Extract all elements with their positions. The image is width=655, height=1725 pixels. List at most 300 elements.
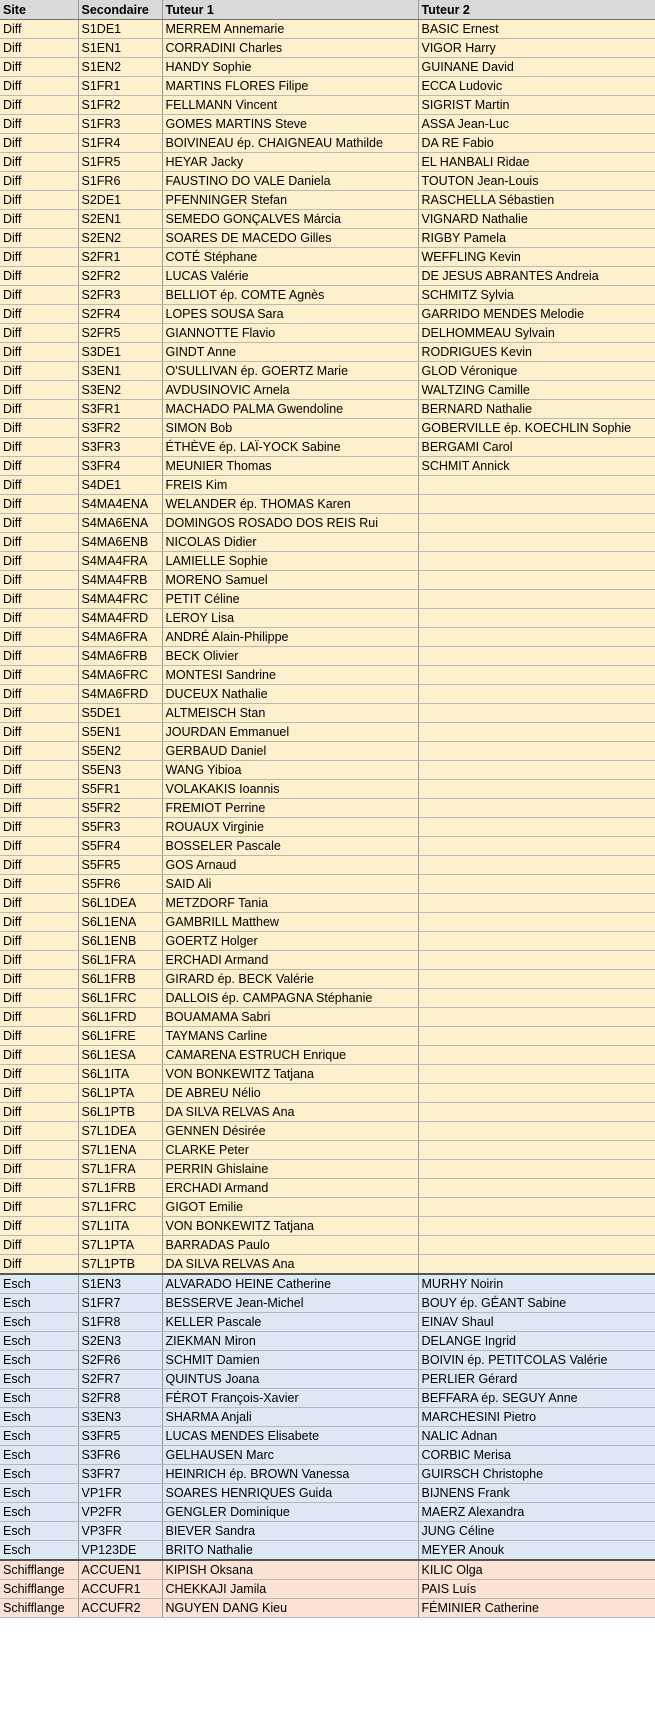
site-cell: Diff (0, 495, 78, 514)
secondaire-cell: S1FR2 (78, 96, 162, 115)
secondaire-cell: S4MA4FRC (78, 590, 162, 609)
tuteur-1-cell: PFENNINGER Stefan (162, 191, 418, 210)
secondaire-cell: S6L1ESA (78, 1046, 162, 1065)
tuteur-1-cell: SOARES HENRIQUES Guida (162, 1484, 418, 1503)
site-cell: Diff (0, 647, 78, 666)
table-row (0, 1236, 655, 1255)
tuteur-2-cell (418, 552, 655, 571)
tuteur-1-cell: NICOLAS Didier (162, 533, 418, 552)
tuteur-1-cell: BOSSELER Pascale (162, 837, 418, 856)
table-row (0, 571, 655, 590)
secondaire-cell: S3FR2 (78, 419, 162, 438)
secondaire-cell: S1FR1 (78, 77, 162, 96)
table-row (0, 248, 655, 267)
site-cell: Diff (0, 381, 78, 400)
table-row (0, 894, 655, 913)
secondaire-cell: S2EN3 (78, 1332, 162, 1351)
tuteur-2-cell: PAIS Luís (418, 1580, 655, 1599)
site-cell: Diff (0, 1160, 78, 1179)
tuteur-1-cell: VOLAKAKIS Ioannis (162, 780, 418, 799)
site-cell: Esch (0, 1389, 78, 1408)
tuteur-2-cell (418, 1160, 655, 1179)
tuteur-2-cell: MAERZ Alexandra (418, 1503, 655, 1522)
tuteur-2-cell (418, 1122, 655, 1141)
secondaire-cell: S7L1DEA (78, 1122, 162, 1141)
site-cell: Schifflange (0, 1580, 78, 1599)
tuteur-1-cell: GAMBRILL Matthew (162, 913, 418, 932)
tuteur-2-cell: DELANGE Ingrid (418, 1332, 655, 1351)
secondaire-cell: S4MA6ENB (78, 533, 162, 552)
table-row (0, 818, 655, 837)
site-cell: Diff (0, 229, 78, 248)
tuteur-1-cell: FAUSTINO DO VALE Daniela (162, 172, 418, 191)
site-cell: Diff (0, 1255, 78, 1275)
tuteur-1-cell: LUCAS Valérie (162, 267, 418, 286)
table-row (0, 1313, 655, 1332)
tuteur-1-cell: ZIEKMAN Miron (162, 1332, 418, 1351)
table-row (0, 134, 655, 153)
table-row (0, 1560, 655, 1580)
table-row (0, 932, 655, 951)
table-row (0, 704, 655, 723)
table-row (0, 989, 655, 1008)
tuteur-2-cell (418, 685, 655, 704)
secondaire-cell: S4MA6ENA (78, 514, 162, 533)
tuteur-1-cell: MACHADO PALMA Gwendoline (162, 400, 418, 419)
secondaire-cell: S7L1ITA (78, 1217, 162, 1236)
secondaire-cell: S7L1FRA (78, 1160, 162, 1179)
tuteur-1-cell: ERCHADI Armand (162, 1179, 418, 1198)
tuteur-2-cell (418, 514, 655, 533)
table-row (0, 1294, 655, 1313)
header-row (0, 0, 655, 20)
site-cell: Diff (0, 1027, 78, 1046)
tuteur-1-cell: GINDT Anne (162, 343, 418, 362)
tuteur-1-cell: GOERTZ Holger (162, 932, 418, 951)
site-cell: Diff (0, 837, 78, 856)
tuteur-2-cell: MEYER Anouk (418, 1541, 655, 1561)
secondaire-cell: S5FR5 (78, 856, 162, 875)
tuteur-2-cell: BASIC Ernest (418, 20, 655, 39)
secondaire-cell: S4MA6FRA (78, 628, 162, 647)
tuteur-1-cell: LAMIELLE Sophie (162, 552, 418, 571)
table-row (0, 780, 655, 799)
secondaire-cell: S7L1PTA (78, 1236, 162, 1255)
tuteur-2-cell: DA RE Fabio (418, 134, 655, 153)
tuteur-2-cell (418, 590, 655, 609)
secondaire-cell: S2FR3 (78, 286, 162, 305)
table-row (0, 1103, 655, 1122)
secondaire-cell: S2FR6 (78, 1351, 162, 1370)
table-row (0, 533, 655, 552)
site-cell: Diff (0, 191, 78, 210)
tuteur-2-cell: SCHMITZ Sylvia (418, 286, 655, 305)
tuteur-1-cell: FÉROT François-Xavier (162, 1389, 418, 1408)
tuteur-2-cell (418, 951, 655, 970)
secondaire-cell: S2FR7 (78, 1370, 162, 1389)
tuteur-2-cell: VIGNARD Nathalie (418, 210, 655, 229)
secondaire-cell: S3FR4 (78, 457, 162, 476)
tuteur-2-cell (418, 1103, 655, 1122)
secondaire-cell: S2FR5 (78, 324, 162, 343)
table-row (0, 1141, 655, 1160)
table-row (0, 1160, 655, 1179)
header-tuteur-2: Tuteur 2 (418, 0, 655, 20)
tuteur-2-cell: BEFFARA ép. SEGUY Anne (418, 1389, 655, 1408)
tuteur-1-cell: ÉTHÈVE ép. LAÏ-YOCK Sabine (162, 438, 418, 457)
secondaire-cell: S1FR4 (78, 134, 162, 153)
secondaire-cell: S7L1FRC (78, 1198, 162, 1217)
tuteur-1-cell: QUINTUS Joana (162, 1370, 418, 1389)
secondaire-cell: S4MA6FRB (78, 647, 162, 666)
tuteur-2-cell: RIGBY Pamela (418, 229, 655, 248)
site-cell: Diff (0, 1217, 78, 1236)
tuteur-2-cell: GOBERVILLE ép. KOECHLIN Sophie (418, 419, 655, 438)
tuteur-2-cell (418, 780, 655, 799)
table-row (0, 267, 655, 286)
site-cell: Esch (0, 1294, 78, 1313)
tuteur-1-cell: CORRADINI Charles (162, 39, 418, 58)
secondaire-cell: S6L1DEA (78, 894, 162, 913)
tuteur-1-cell: HEINRICH ép. BROWN Vanessa (162, 1465, 418, 1484)
tuteur-2-cell (418, 647, 655, 666)
site-cell: Diff (0, 58, 78, 77)
site-cell: Diff (0, 153, 78, 172)
tuteur-2-cell: KILIC Olga (418, 1560, 655, 1580)
tuteur-1-cell: GELHAUSEN Marc (162, 1446, 418, 1465)
secondaire-cell: S1FR5 (78, 153, 162, 172)
table-row (0, 1389, 655, 1408)
tuteur-2-cell: GARRIDO MENDES Melodie (418, 305, 655, 324)
tuteur-2-cell (418, 1027, 655, 1046)
site-cell: Esch (0, 1427, 78, 1446)
table-row (0, 96, 655, 115)
site-cell: Diff (0, 666, 78, 685)
table-row (0, 837, 655, 856)
tuteur-2-cell: NALIC Adnan (418, 1427, 655, 1446)
tuteur-2-cell (418, 818, 655, 837)
secondaire-cell: ACCUFR1 (78, 1580, 162, 1599)
table-row (0, 913, 655, 932)
tuteur-2-cell (418, 1065, 655, 1084)
secondaire-cell: S5FR3 (78, 818, 162, 837)
table-row (0, 210, 655, 229)
table-row (0, 590, 655, 609)
tuteur-1-cell: CHEKKAJI Jamila (162, 1580, 418, 1599)
secondaire-cell: S4MA4FRA (78, 552, 162, 571)
table-body (0, 20, 655, 1618)
secondaire-cell: S7L1FRB (78, 1179, 162, 1198)
tuteur-1-cell: DE ABREU Nélio (162, 1084, 418, 1103)
table-row (0, 191, 655, 210)
secondaire-cell: S5FR4 (78, 837, 162, 856)
site-cell: Diff (0, 210, 78, 229)
site-cell: Diff (0, 1236, 78, 1255)
tuteur-2-cell (418, 1255, 655, 1275)
table-row (0, 153, 655, 172)
tuteur-2-cell (418, 609, 655, 628)
tuteur-1-cell: KELLER Pascale (162, 1313, 418, 1332)
tuteur-2-cell: DELHOMMEAU Sylvain (418, 324, 655, 343)
site-cell: Diff (0, 438, 78, 457)
table-row (0, 381, 655, 400)
tuteur-2-cell (418, 1008, 655, 1027)
table-row (0, 495, 655, 514)
site-cell: Diff (0, 1046, 78, 1065)
tuteur-2-cell: ECCA Ludovic (418, 77, 655, 96)
secondaire-cell: S1EN2 (78, 58, 162, 77)
tuteur-1-cell: BESSERVE Jean-Michel (162, 1294, 418, 1313)
tuteur-1-cell: TAYMANS Carline (162, 1027, 418, 1046)
table-row (0, 514, 655, 533)
secondaire-cell: S4MA6FRC (78, 666, 162, 685)
tuteur-2-cell (418, 1141, 655, 1160)
site-cell: Schifflange (0, 1599, 78, 1618)
tuteur-1-cell: BOUAMAMA Sabri (162, 1008, 418, 1027)
tuteur-1-cell: GERBAUD Daniel (162, 742, 418, 761)
site-cell: Diff (0, 248, 78, 267)
site-cell: Diff (0, 723, 78, 742)
tuteur-1-cell: LUCAS MENDES Elisabete (162, 1427, 418, 1446)
table-row (0, 362, 655, 381)
tuteur-1-cell: ANDRÉ Alain-Philippe (162, 628, 418, 647)
secondaire-cell: S3EN3 (78, 1408, 162, 1427)
table-row (0, 856, 655, 875)
table-row (0, 970, 655, 989)
table-row (0, 799, 655, 818)
table-row (0, 229, 655, 248)
tuteur-2-cell (418, 723, 655, 742)
site-cell: Diff (0, 476, 78, 495)
site-cell: Esch (0, 1274, 78, 1294)
secondaire-cell: S6L1FRA (78, 951, 162, 970)
table-row (0, 875, 655, 894)
table-row (0, 324, 655, 343)
secondaire-cell: S5FR6 (78, 875, 162, 894)
tuteur-1-cell: FREIS Kim (162, 476, 418, 495)
table-row (0, 761, 655, 780)
site-cell: Esch (0, 1370, 78, 1389)
tuteur-2-cell: BERGAMI Carol (418, 438, 655, 457)
tuteur-2-cell (418, 1046, 655, 1065)
tuteur-1-cell: GENNEN Désirée (162, 1122, 418, 1141)
site-cell: Diff (0, 267, 78, 286)
tuteur-1-cell: O'SULLIVAN ép. GOERTZ Marie (162, 362, 418, 381)
tuteur-2-cell: SCHMIT Annick (418, 457, 655, 476)
tuteur-1-cell: GOMES MARTINS Steve (162, 115, 418, 134)
tuteur-1-cell: CAMARENA ESTRUCH Enrique (162, 1046, 418, 1065)
table-row (0, 343, 655, 362)
secondaire-cell: S4MA4FRD (78, 609, 162, 628)
tuteur-2-cell: SIGRIST Martin (418, 96, 655, 115)
site-cell: Diff (0, 1179, 78, 1198)
site-cell: Diff (0, 799, 78, 818)
tuteur-1-cell: KIPISH Oksana (162, 1560, 418, 1580)
table-row (0, 476, 655, 495)
tuteur-2-cell (418, 666, 655, 685)
table-row (0, 400, 655, 419)
site-cell: Diff (0, 514, 78, 533)
secondaire-cell: VP2FR (78, 1503, 162, 1522)
tuteur-2-cell (418, 799, 655, 818)
tuteur-1-cell: SOARES DE MACEDO Gilles (162, 229, 418, 248)
tuteur-2-cell (418, 476, 655, 495)
tuteur-1-cell: COTÉ Stéphane (162, 248, 418, 267)
secondaire-cell: S4MA6FRD (78, 685, 162, 704)
tuteur-2-cell: BERNARD Nathalie (418, 400, 655, 419)
secondaire-cell: S3DE1 (78, 343, 162, 362)
site-cell: Esch (0, 1332, 78, 1351)
table-row (0, 1408, 655, 1427)
table-row (0, 419, 655, 438)
tuteur-1-cell: SHARMA Anjali (162, 1408, 418, 1427)
site-cell: Esch (0, 1408, 78, 1427)
secondaire-cell: S2FR8 (78, 1389, 162, 1408)
tuteur-1-cell: NGUYEN DANG Kieu (162, 1599, 418, 1618)
site-cell: Diff (0, 1122, 78, 1141)
site-cell: Diff (0, 96, 78, 115)
tuteur-1-cell: GIGOT Emilie (162, 1198, 418, 1217)
tuteur-2-cell (418, 1198, 655, 1217)
site-cell: Diff (0, 989, 78, 1008)
secondaire-cell: S5FR1 (78, 780, 162, 799)
table-row (0, 1599, 655, 1618)
tuteur-2-cell (418, 913, 655, 932)
site-cell: Diff (0, 1141, 78, 1160)
secondaire-cell: S4DE1 (78, 476, 162, 495)
secondaire-cell: S6L1PTA (78, 1084, 162, 1103)
site-cell: Diff (0, 343, 78, 362)
tuteur-1-cell: METZDORF Tania (162, 894, 418, 913)
secondaire-cell: S2FR1 (78, 248, 162, 267)
site-cell: Diff (0, 571, 78, 590)
tuteur-2-cell: WEFFLING Kevin (418, 248, 655, 267)
tuteur-2-cell: JUNG Céline (418, 1522, 655, 1541)
header-tuteur-1: Tuteur 1 (162, 0, 418, 20)
tuteur-1-cell: BOIVINEAU ép. CHAIGNEAU Mathilde (162, 134, 418, 153)
secondaire-cell: S3EN1 (78, 362, 162, 381)
tuteur-2-cell: TOUTON Jean-Louis (418, 172, 655, 191)
secondaire-cell: S4MA4FRB (78, 571, 162, 590)
secondaire-cell: S2EN2 (78, 229, 162, 248)
tuteur-1-cell: VON BONKEWITZ Tatjana (162, 1065, 418, 1084)
table-row (0, 1122, 655, 1141)
tuteur-1-cell: ERCHADI Armand (162, 951, 418, 970)
site-cell: Diff (0, 609, 78, 628)
tuteur-1-cell: MEUNIER Thomas (162, 457, 418, 476)
table-row (0, 723, 655, 742)
table-row (0, 1446, 655, 1465)
table-row (0, 1217, 655, 1236)
table-row (0, 1503, 655, 1522)
secondaire-cell: S3FR6 (78, 1446, 162, 1465)
table-row (0, 1027, 655, 1046)
tuteur-2-cell (418, 856, 655, 875)
table-row (0, 951, 655, 970)
secondaire-cell: S3EN2 (78, 381, 162, 400)
tuteur-1-cell: MONTESI Sandrine (162, 666, 418, 685)
tuteur-1-cell: DA SILVA RELVAS Ana (162, 1103, 418, 1122)
site-cell: Esch (0, 1351, 78, 1370)
site-cell: Diff (0, 552, 78, 571)
tuteur-1-cell: BECK Olivier (162, 647, 418, 666)
table-row (0, 438, 655, 457)
tuteur-2-cell: GUIRSCH Christophe (418, 1465, 655, 1484)
site-cell: Esch (0, 1484, 78, 1503)
tuteur-2-cell (418, 495, 655, 514)
tuteur-1-cell: LEROY Lisa (162, 609, 418, 628)
tuteur-1-cell: AVDUSINOVIC Arnela (162, 381, 418, 400)
secondaire-cell: S2EN1 (78, 210, 162, 229)
table-row (0, 1274, 655, 1294)
site-cell: Esch (0, 1541, 78, 1561)
secondaire-cell: S6L1ITA (78, 1065, 162, 1084)
tuteur-2-cell: RASCHELLA Sébastien (418, 191, 655, 210)
tuteur-2-cell (418, 571, 655, 590)
secondaire-cell: S1FR7 (78, 1294, 162, 1313)
tuteur-2-cell: ASSA Jean-Luc (418, 115, 655, 134)
site-cell: Diff (0, 286, 78, 305)
site-cell: Diff (0, 951, 78, 970)
site-cell: Esch (0, 1522, 78, 1541)
table-row (0, 1427, 655, 1446)
tuteur-1-cell: HANDY Sophie (162, 58, 418, 77)
tuteur-1-cell: DALLOIS ép. CAMPAGNA Stéphanie (162, 989, 418, 1008)
site-cell: Diff (0, 875, 78, 894)
tuteur-1-cell: GIANNOTTE Flavio (162, 324, 418, 343)
secondaire-cell: S7L1PTB (78, 1255, 162, 1275)
tuteur-1-cell: SIMON Bob (162, 419, 418, 438)
tuteur-1-cell: ALVARADO HEINE Catherine (162, 1274, 418, 1294)
table-row (0, 305, 655, 324)
table-row (0, 286, 655, 305)
secondaire-cell: S1FR8 (78, 1313, 162, 1332)
tuteur-2-cell: WALTZING Camille (418, 381, 655, 400)
tuteur-2-cell (418, 1084, 655, 1103)
secondaire-cell: S4MA4ENA (78, 495, 162, 514)
site-cell: Diff (0, 134, 78, 153)
secondaire-cell: S2FR4 (78, 305, 162, 324)
tuteur-1-cell: MORENO Samuel (162, 571, 418, 590)
site-cell: Esch (0, 1313, 78, 1332)
secondaire-cell: VP3FR (78, 1522, 162, 1541)
table-row (0, 58, 655, 77)
site-cell: Diff (0, 77, 78, 96)
tuteur-2-cell: DE JESUS ABRANTES Andreia (418, 267, 655, 286)
tuteur-1-cell: DUCEUX Nathalie (162, 685, 418, 704)
site-cell: Esch (0, 1503, 78, 1522)
tuteur-1-cell: FREMIOT Perrine (162, 799, 418, 818)
tuteur-1-cell: JOURDAN Emmanuel (162, 723, 418, 742)
tuteur-1-cell: GENGLER Dominique (162, 1503, 418, 1522)
table-row (0, 1084, 655, 1103)
secondaire-cell: S3FR1 (78, 400, 162, 419)
site-cell: Esch (0, 1465, 78, 1484)
site-cell: Diff (0, 115, 78, 134)
secondaire-cell: S2DE1 (78, 191, 162, 210)
table-row (0, 457, 655, 476)
tuteur-1-cell: MARTINS FLORES Filipe (162, 77, 418, 96)
tuteur-1-cell: BIEVER Sandra (162, 1522, 418, 1541)
table-row (0, 1255, 655, 1275)
tuteur-2-cell (418, 761, 655, 780)
site-cell: Diff (0, 913, 78, 932)
table-row (0, 1179, 655, 1198)
tuteur-2-cell (418, 875, 655, 894)
secondaire-cell: S5EN1 (78, 723, 162, 742)
table-row (0, 1065, 655, 1084)
table-row (0, 552, 655, 571)
